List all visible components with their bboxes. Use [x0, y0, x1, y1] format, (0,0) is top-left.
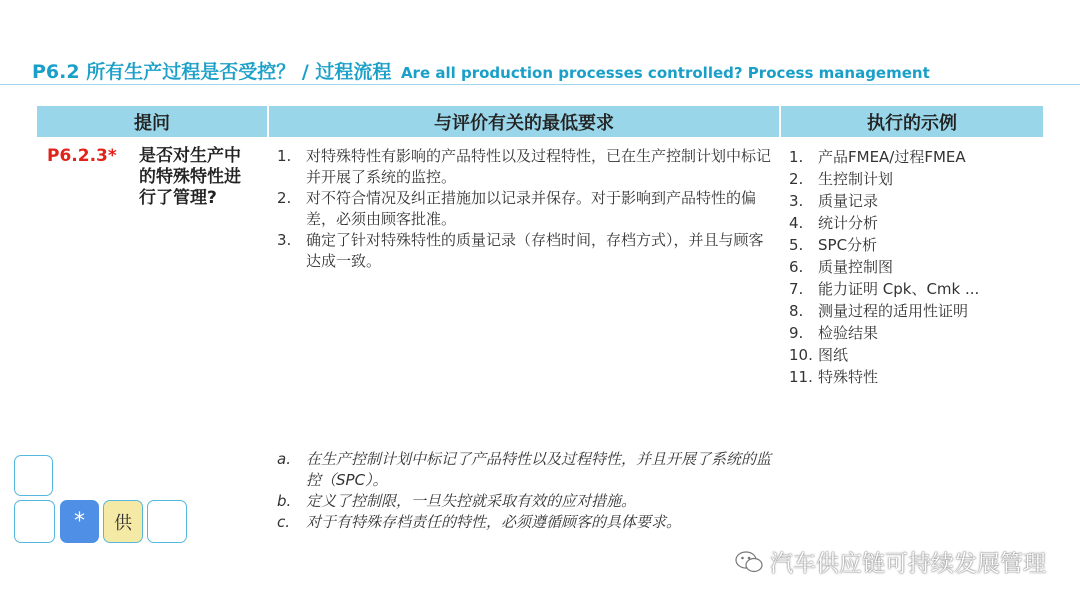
header-examples: 执行的示例	[781, 106, 1043, 137]
item-number: 4.	[789, 214, 804, 232]
item-text: 对于有特殊存档责任的特性，必须遵循顾客的具体要求。	[306, 513, 682, 531]
item-letter: b.	[277, 492, 292, 510]
item-text: 对不符合情况及纠正措施加以记录并保存。对于影响到产品特性的偏差，必须由顾客批准。	[306, 189, 757, 228]
item-number: 7.	[789, 280, 804, 298]
item-text: 质量记录	[818, 192, 879, 210]
item-number: 1.	[789, 148, 804, 166]
item-number: 5.	[789, 236, 804, 254]
list-item	[789, 234, 1039, 256]
item-number: 3.	[789, 192, 804, 210]
item-text: 质量控制图	[818, 258, 894, 276]
empty-box	[147, 500, 187, 543]
list-item	[789, 344, 1039, 366]
list-item	[789, 300, 1039, 322]
notes-list	[277, 449, 777, 533]
item-text: 确定了针对特殊特性的质量记录（存档时间，存档方式），并且与顾客达成一致。	[306, 231, 764, 270]
item-text: 特殊特性	[818, 368, 879, 386]
list-item	[789, 278, 1039, 300]
item-number: 9.	[789, 324, 804, 342]
item-text: SPC分析	[818, 236, 878, 254]
wechat-logo-icon	[734, 549, 764, 575]
item-letter: c.	[277, 513, 291, 531]
list-item	[789, 168, 1039, 190]
list-item	[789, 146, 1039, 168]
item-text: 定义了控制限，一旦失控就采取有效的应对措施。	[306, 492, 637, 510]
list-item	[277, 188, 772, 230]
item-number: 8.	[789, 302, 804, 320]
header-question: 提问	[37, 106, 267, 137]
list-item	[277, 146, 772, 188]
list-item	[277, 491, 777, 512]
examples-list	[789, 146, 1039, 388]
item-number: 6.	[789, 258, 804, 276]
question-id: P6.2.3*	[47, 146, 117, 166]
item-text: 测量过程的适用性证明	[818, 302, 969, 320]
item-number: 2.	[789, 170, 804, 188]
list-item	[789, 322, 1039, 344]
list-item	[277, 230, 772, 272]
item-letter: a.	[277, 450, 291, 468]
item-text: 统计分析	[818, 214, 879, 232]
title-cn: P6.2 所有生产过程是否受控？ / 过程流程	[32, 61, 392, 83]
item-text: 对特殊特性有影响的产品特性以及过程特性，已在生产控制计划中标记并开展了系统的监控。	[306, 147, 772, 186]
item-text: 在生产控制计划中标记了产品特性以及过程特性，并且开展了系统的监控（SPC）。	[306, 450, 772, 489]
item-number: 2.	[277, 189, 292, 207]
page-title	[32, 57, 930, 84]
item-number: 10.	[789, 346, 813, 364]
item-text: 产品FMEA/过程FMEA	[818, 148, 966, 166]
item-text: 检验结果	[818, 324, 879, 342]
watermark-text: 汽车供应链可持续发展管理	[770, 551, 1046, 577]
empty-box	[14, 455, 53, 496]
list-item	[789, 256, 1039, 278]
supplier-box: 供	[103, 500, 143, 543]
question-text: 是否对生产中的特殊特性进行了管理?	[139, 146, 241, 208]
list-item	[277, 449, 777, 491]
list-item	[789, 190, 1039, 212]
list-item	[789, 366, 1039, 388]
title-en: Are all production processes controlled? Process management	[400, 64, 930, 82]
item-number: 11.	[789, 368, 813, 386]
title-divider	[0, 84, 1080, 85]
header-requirements: 与评价有关的最低要求	[269, 106, 779, 137]
list-item	[789, 212, 1039, 234]
item-number: 3.	[277, 231, 292, 249]
star-box: *	[60, 500, 99, 543]
list-item	[277, 512, 777, 533]
empty-box	[14, 500, 55, 543]
requirements-list	[277, 146, 772, 272]
watermark	[734, 545, 1046, 578]
item-number: 1.	[277, 147, 292, 165]
item-text: 能力证明 Cpk、Cmk ...	[818, 280, 980, 298]
item-text: 图纸	[818, 346, 849, 364]
item-text: 生控制计划	[818, 170, 894, 188]
